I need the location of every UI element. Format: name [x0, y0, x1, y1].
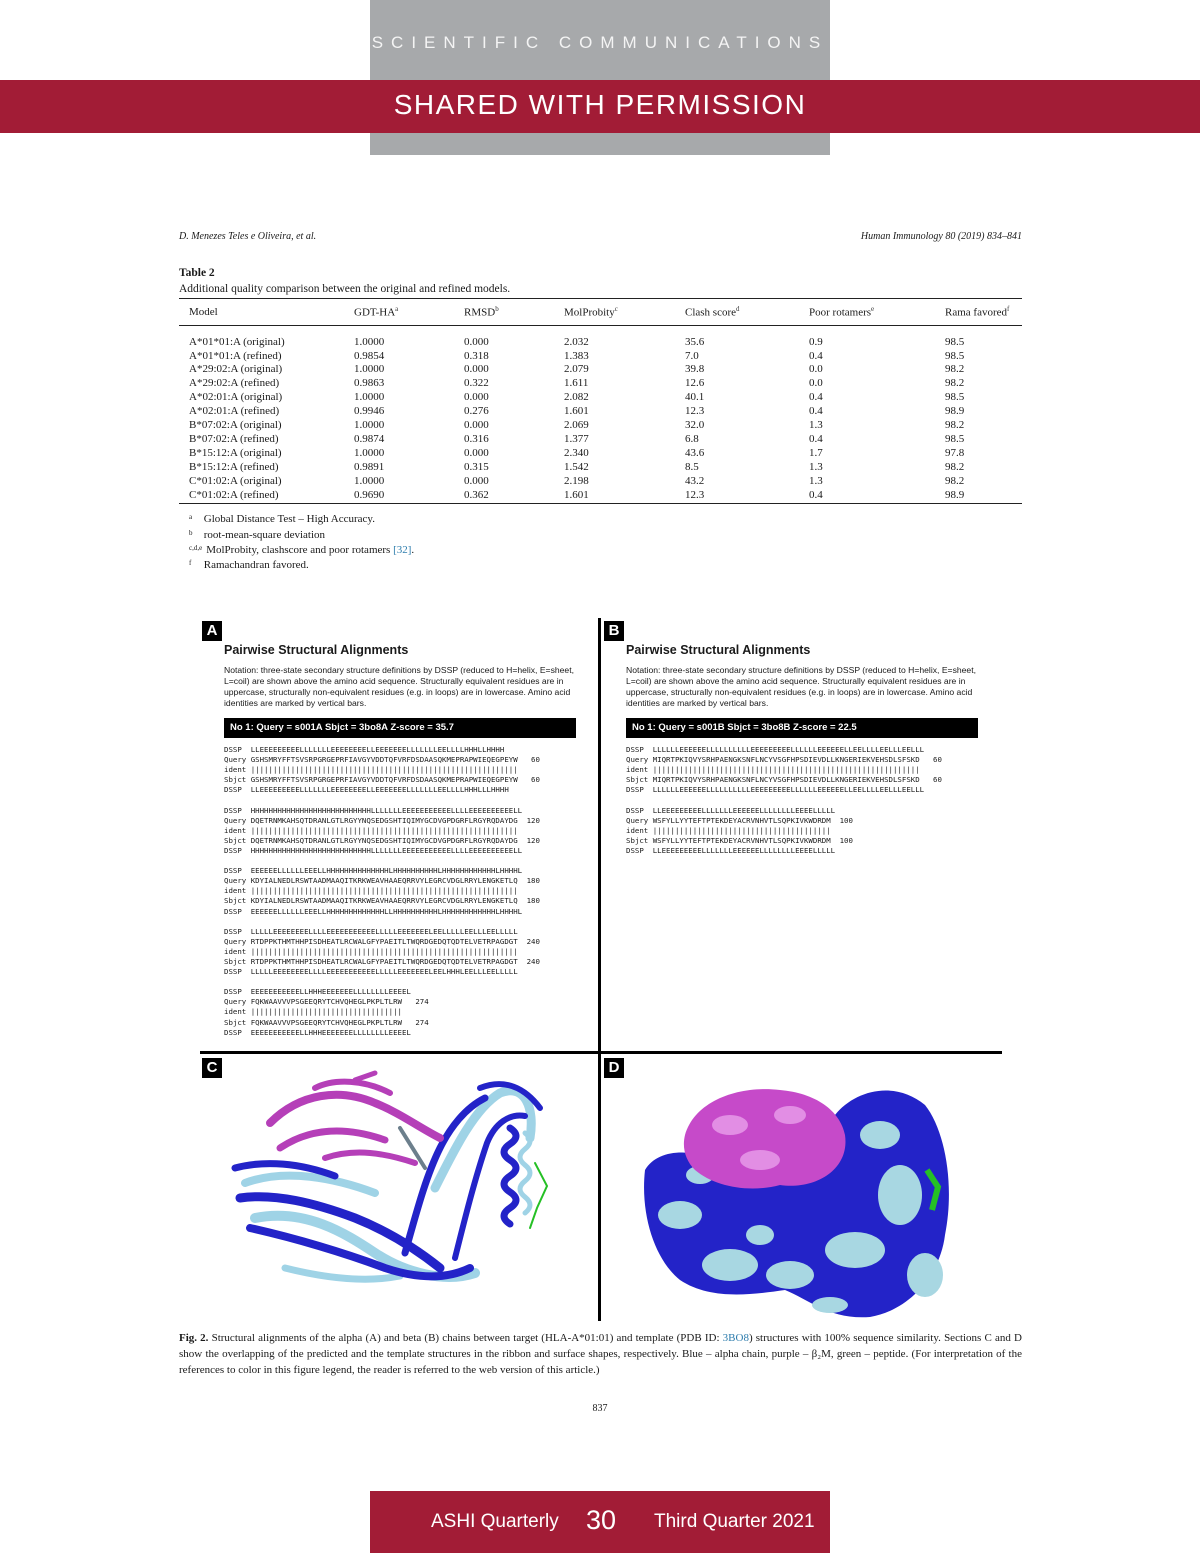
running-head-authors: D. Menezes Teles e Oliveira, et al. — [179, 231, 317, 242]
table-cell: 1.0000 — [354, 335, 385, 348]
figure-caption-text: Structural alignments of the alpha (A) and beta (B) chains between target (HLA-A*01:01) and template (PDB ID: — [208, 1332, 723, 1344]
table-row — [179, 350, 1022, 364]
table-cell: 98.5 — [945, 349, 965, 362]
quality-table — [179, 298, 1022, 504]
figure-caption-label: Fig. 2. — [179, 1332, 209, 1344]
table-cell: B*15:12:A (refined) — [189, 460, 279, 473]
reference-link[interactable]: [32] — [393, 544, 412, 556]
table-row — [179, 433, 1022, 447]
table-cell: B*15:12:A (original) — [189, 446, 282, 459]
table-cell: 98.5 — [945, 335, 965, 348]
table-cell: 0.276 — [464, 405, 489, 418]
table-cell: 7.0 — [685, 349, 699, 362]
table-body — [179, 325, 1022, 503]
table-cell: C*01:02:A (original) — [189, 474, 282, 487]
column-header: Clash score$^d$ — [685, 305, 740, 319]
footnote-text: Ramachandran favored. — [203, 559, 309, 571]
table-cell: 0.4 — [809, 488, 823, 501]
panel-b-notation: Notation: three-state secondary structure definitions by DSSP (reduced to H=helix, E=sheet, L=coil) are shown above the amino acid sequence. Structurally equivalent residues are in uppercase, structurally non-equivalent residues (e.g. in loops) are in lowercase. Amino acid identities are marked by vertical bars. — [626, 665, 976, 708]
footer-page-number: 30 — [586, 1505, 617, 1535]
column-header: Poor rotamers$^e$ — [809, 305, 875, 319]
table-cell: 0.000 — [464, 446, 489, 459]
table-cell: 2.079 — [564, 363, 589, 376]
table-cell: 0.000 — [464, 335, 489, 348]
table-cell: 0.000 — [464, 391, 489, 404]
table-cell: B*07:02:A (refined) — [189, 433, 279, 445]
figure-caption-text-cont: ) structures with 100% sequence similarity. Sections C and D show the overlapping of the predicted and the template structures in the ribbon and surface shapes, respectively. Blue – alpha chain, purple – β₂M, green – peptide. (For interpretation of the references to color in this figure legend, the reader is referred to the web version of this article.) — [179, 1332, 1022, 1376]
table-cell: 0.4 — [809, 391, 823, 404]
table-cell: A*02:01:A (original) — [189, 391, 283, 404]
table-cell: 2.340 — [564, 446, 589, 459]
panel-a-title: Pairwise Structural Alignments — [224, 643, 409, 657]
table-cell: 98.2 — [945, 377, 965, 390]
table-cell: 1.0000 — [354, 363, 385, 376]
table-cell: 0.4 — [809, 349, 823, 362]
page-number: 837 — [592, 1403, 608, 1414]
table-cell: 98.2 — [945, 474, 965, 487]
table-cell: 0.362 — [464, 488, 489, 501]
table-cell: 0.0 — [809, 363, 823, 376]
footnote-mark: c,d,e — [189, 544, 203, 552]
footnote-f — [189, 559, 309, 571]
table-cell: 1.0000 — [354, 419, 385, 432]
table-header-row — [179, 299, 1022, 326]
table-cell: 1.7 — [809, 446, 823, 459]
figure-divider-vertical — [598, 618, 601, 1321]
table-cell: A*02:01:A (refined) — [189, 405, 280, 418]
table-row — [179, 377, 1022, 391]
panel-a-notation: Notation: three-state secondary structure definitions by DSSP (reduced to H=helix, E=sheet, L=coil) are shown above the amino acid sequence. Structurally equivalent residues are in uppercase, structurally non-equivalent residues (e.g. in loops) are in lowercase. Amino acid identities are marked by vertical bars. — [224, 665, 574, 708]
footnote-mark: b — [189, 529, 193, 537]
table-cell: 0.9946 — [354, 405, 385, 418]
table-cell: 0.9874 — [354, 433, 385, 445]
table-cell: 0.000 — [464, 363, 489, 376]
column-header: Model — [189, 305, 218, 318]
column-header: MolProbity$^c$ — [564, 305, 618, 319]
footnote-text: root-mean-square deviation — [203, 529, 326, 541]
figure-caption — [179, 1330, 1022, 1378]
table-cell: 0.322 — [464, 377, 489, 390]
table-cell: 1.3 — [809, 460, 823, 473]
table-cell: 0.9 — [809, 335, 823, 348]
footnote-text: Global Distance Test – High Accuracy. — [203, 513, 375, 525]
section-title: SCIENTIFIC COMMUNICATIONS — [371, 33, 829, 52]
column-header: Rama favored$^f$ — [945, 305, 1010, 319]
table-cell: 0.4 — [809, 405, 823, 418]
table-cell: 12.3 — [685, 405, 705, 418]
table-cell: 0.000 — [464, 419, 489, 432]
table-cell: 43.2 — [685, 474, 705, 487]
table-cell: 2.198 — [564, 474, 589, 487]
banner-title: SHARED WITH PERMISSION — [393, 89, 807, 120]
table-cell: 98.2 — [945, 460, 965, 473]
footnote-b — [189, 529, 325, 541]
table-cell: 32.0 — [685, 419, 705, 432]
table-cell: 0.9854 — [354, 349, 385, 362]
table-cell: 0.4 — [809, 433, 823, 445]
table-cell: 0.316 — [464, 433, 489, 445]
table-cell: 2.069 — [564, 419, 589, 432]
column-header: GDT-$HA^a$ — [354, 305, 399, 319]
table-cell: 0.318 — [464, 349, 489, 362]
figure-divider-horizontal — [200, 1051, 1002, 1054]
table-row — [179, 447, 1022, 461]
table-cell: 40.1 — [685, 391, 705, 404]
table-cell: 1.377 — [564, 433, 589, 445]
table-cell: 1.601 — [564, 405, 589, 418]
table-cell: 35.6 — [685, 335, 705, 348]
table-cell: A*01*01:A (original) — [189, 335, 285, 348]
footer-publication: ASHI Quarterly — [431, 1511, 559, 1532]
panel-a-label: A — [202, 621, 222, 641]
table-cell: 1.0000 — [354, 446, 385, 459]
table-cell: A*29:02:A (original) — [189, 363, 283, 376]
table-caption: Additional quality comparison between the original and refined models. — [179, 283, 511, 295]
table-cell: 98.5 — [945, 391, 965, 404]
table-row — [179, 461, 1022, 475]
footnote-period: . — [411, 544, 415, 556]
table-cell: 0.315 — [464, 460, 489, 473]
footnote-cde — [189, 544, 414, 556]
table-cell: A*29:02:A (refined) — [189, 377, 280, 390]
table-cell: 2.082 — [564, 391, 589, 404]
footnote-text: MolProbity, clashscore and poor rotamers — [206, 544, 394, 556]
table-cell: 1.0000 — [354, 391, 385, 404]
table-cell: 98.9 — [945, 488, 965, 501]
table-cell: A*01*01:A (refined) — [189, 349, 282, 362]
table-row — [179, 405, 1022, 419]
table-row — [179, 325, 1022, 349]
table-cell: B*07:02:A (original) — [189, 419, 282, 432]
footer-issue: Third Quarter 2021 — [654, 1511, 815, 1532]
panel-d-label: D — [604, 1058, 624, 1078]
table-cell: 1.3 — [809, 419, 823, 432]
panel-b-header-bar: No 1: Query = s001B Sbjct = 3bo8B Z-score = 22.5 — [626, 718, 978, 738]
table-row — [179, 363, 1022, 377]
table-cell: 1.3 — [809, 474, 823, 487]
table-cell: 97.8 — [945, 446, 965, 459]
table-cell: 39.8 — [685, 363, 705, 376]
table-row — [179, 475, 1022, 489]
panel-b-alignment: DSSP LLLLLLEEEEEELLLLLLLLLLEEEEEEEEELLLLLLEEEEEELLEELLLLEELLLEELLL Query MIQRTPKIQVYSRHPAENGKSNFLNCYVSGFHPSDIEVDLLKNGERIEKVEHSDLSFSKD 60 ident |||||||||||||||||||||||||||||||||||||||||||||||||||||||||||| Sbjct MIQRTPKIQVYSRHPAENGKSNFLNCYVSGFHPSDIEVDLLKNGERIEKVEHSDLSFSKD 60 DSSP LLLLLLEEEEEELLLLLLLLLLEEEEEEEEELLLLLLEEEEEELLEELLLLEELLLEELLL DSSP LLEEEEEEEEELLLLLLLEEEEEELLLLLLLLEEEELLLLL Query WSFYLLYYTEFTPTEKDEYACRVNHVTLSQPKIVKWDRDM 100 ident |||||||||||||||||||||||||||||||||||||||| Sbjct WSFYLLYYTEFTPTEKDEYACRVNHVTLSQPKIVKWDRDM 100 DSSP LLEEEEEEEEELLLLLLLEEEEEELLLLLLLLEEEELLLLL — [626, 745, 942, 855]
table-cell: 0.9690 — [354, 488, 385, 501]
table-cell: 12.6 — [685, 377, 705, 390]
surface-structure-image — [640, 1075, 960, 1320]
table-row — [179, 391, 1022, 405]
footnote-a — [189, 513, 375, 525]
panel-a-alignment: DSSP LLEEEEEEEEELLLLLLLEEEEEEEELLEEEEEEELLLLLLLEELLLLHHHLLHHHH Query GSHSMRYFFTSVSRPGRGEPRFIAVGYVDDTQFVRFDSDAASQKMEPRAPWIEQEGPEYW 60 ident |||||||||||||||||||||||||||||||||||||||||||||||||||||||||||| Sbjct GSHSMRYFFTSVSRPGRGEPRFIAVGYVDDTQFVRFDSDAASQKMEPRAPWIEQEGPEYW 60 DSSP LLEEEEEEEEELLLLLLLEEEEEEEELLEEEEEEELLLLLLLEELLLLHHHLLLHHHH DSSP HHHHHHHHHHHHHHHHHHHHHHHHHHHLLLLLLLEEEEEEEEEEELLLLEEEEEEEEEELL Query DQETRNMKAHSQTDRANLGTLRGYYNQSEDGSHTIQIMYGCDVGPDGRFLRGYRQDAYDG 120 ident |||||||||||||||||||||||||||||||||||||||||||||||||||||||||||| Sbjct DQETRNMKAHSQTDRANLGTLRGYYNQSEDGSHTIQIMYGCDVGPDGRFLRGYRQDAYDG 120 DSSP HHHHHHHHHHHHHHHHHHHHHHHHHHHLLLLLLLEEEEEEEEEEELLLLEEEEEEEEEELL DSSP EEEEEELLLLLLEEELLHHHHHHHHHHHHHHLHHHHHHHHHHLHHHHHHHHHHHHLHHHHL Query KDYIALNEDLRSWTAADMAAQITKRKWEAVHAAEQRRVYLEGRCVDGLRRYLENGKETLQ 180 ident |||||||||||||||||||||||||||||||||||||||||||||||||||||||||||| Sbjct KDYIALNEDLRSWTAADMAAQITKRKWEAVHAAEQRRVYLEGRCVDGLRRYLENGKETLQ 180 DSSP EEEEEELLLLLLEEELLHHHHHHHHHHHHHLLHHHHHHHHHHLHHHHHHHHHHHHLHHHHL DSSP LLLLLEEEEEEEELLLLEEEEEEEEEEELLLLLEEEEEEELEELLLLLEELLLEELLLLL Query RTDPPKTHMTHHPISDHEATLRCWALGFYPAEITLTWQRDGEDQTQDTELVETRPAGDGT 240 ident |||||||||||||||||||||||||||||||||||||||||||||||||||||||||||| Sbjct RTDPPKTHMTHHPISDHEATLRCWALGFYPAEITLTWQRDGEDQTQDTELVETRPAGDGT 240 DSSP LLLLLEEEEEEEELLLLEEEEEEEEEEELLLLLEEEEEEELEELHHHLEELLLEELLLLL DSSP EEEEEEEEEEELLHHHEEEEEEELLLLLLLLEEEEL Query FQKWAAVVVPSGEEQRYTCHVQHEGLPKPLTLRW 274 ident |||||||||||||||||||||||||||||||||| Sbjct FQKWAAVVVPSGEEQRYTCHVQHEGLPKPLTLRW 274 DSSP EEEEEEEEEEELLHHHEEEEEEELLLLLLLLEEEEL — [224, 745, 540, 1037]
table-cell: 0.0 — [809, 377, 823, 390]
ribbon-structure-image — [225, 1068, 570, 1303]
table-cell: 2.032 — [564, 335, 589, 348]
table-label: Table 2 — [179, 267, 215, 279]
table-cell: 1.0000 — [354, 474, 385, 487]
column-header: RMSD$^b$ — [464, 305, 499, 319]
table-cell: 1.601 — [564, 488, 589, 501]
table-cell: 1.542 — [564, 460, 589, 473]
table-cell: C*01:02:A (refined) — [189, 488, 279, 501]
table-cell: 98.9 — [945, 405, 965, 418]
pdb-link[interactable]: 3BO8 — [722, 1332, 749, 1344]
table-row — [179, 419, 1022, 433]
table-cell: 98.2 — [945, 363, 965, 376]
table-cell: 0.9891 — [354, 460, 385, 473]
table-cell: 0.9863 — [354, 377, 385, 390]
panel-c-label: C — [202, 1058, 222, 1078]
table-cell: 6.8 — [685, 433, 699, 445]
table-cell: 1.383 — [564, 349, 589, 362]
table-cell: 98.2 — [945, 419, 965, 432]
table-cell: 12.3 — [685, 488, 705, 501]
table-cell: 1.611 — [564, 377, 589, 390]
panel-b-label: B — [604, 621, 624, 641]
footnote-mark: a — [189, 513, 193, 521]
table-row — [179, 489, 1022, 503]
table-cell: 98.5 — [945, 433, 965, 445]
table-cell: 0.000 — [464, 474, 489, 487]
table-cell: 8.5 — [685, 460, 699, 473]
table-cell: 43.6 — [685, 446, 705, 459]
footnote-mark: f — [189, 559, 192, 567]
running-head-journal: Human Immunology 80 (2019) 834–841 — [860, 231, 1022, 242]
panel-a-header-bar: No 1: Query = s001A Sbjct = 3bo8A Z-score = 35.7 — [224, 718, 576, 738]
panel-b-title: Pairwise Structural Alignments — [626, 643, 811, 657]
